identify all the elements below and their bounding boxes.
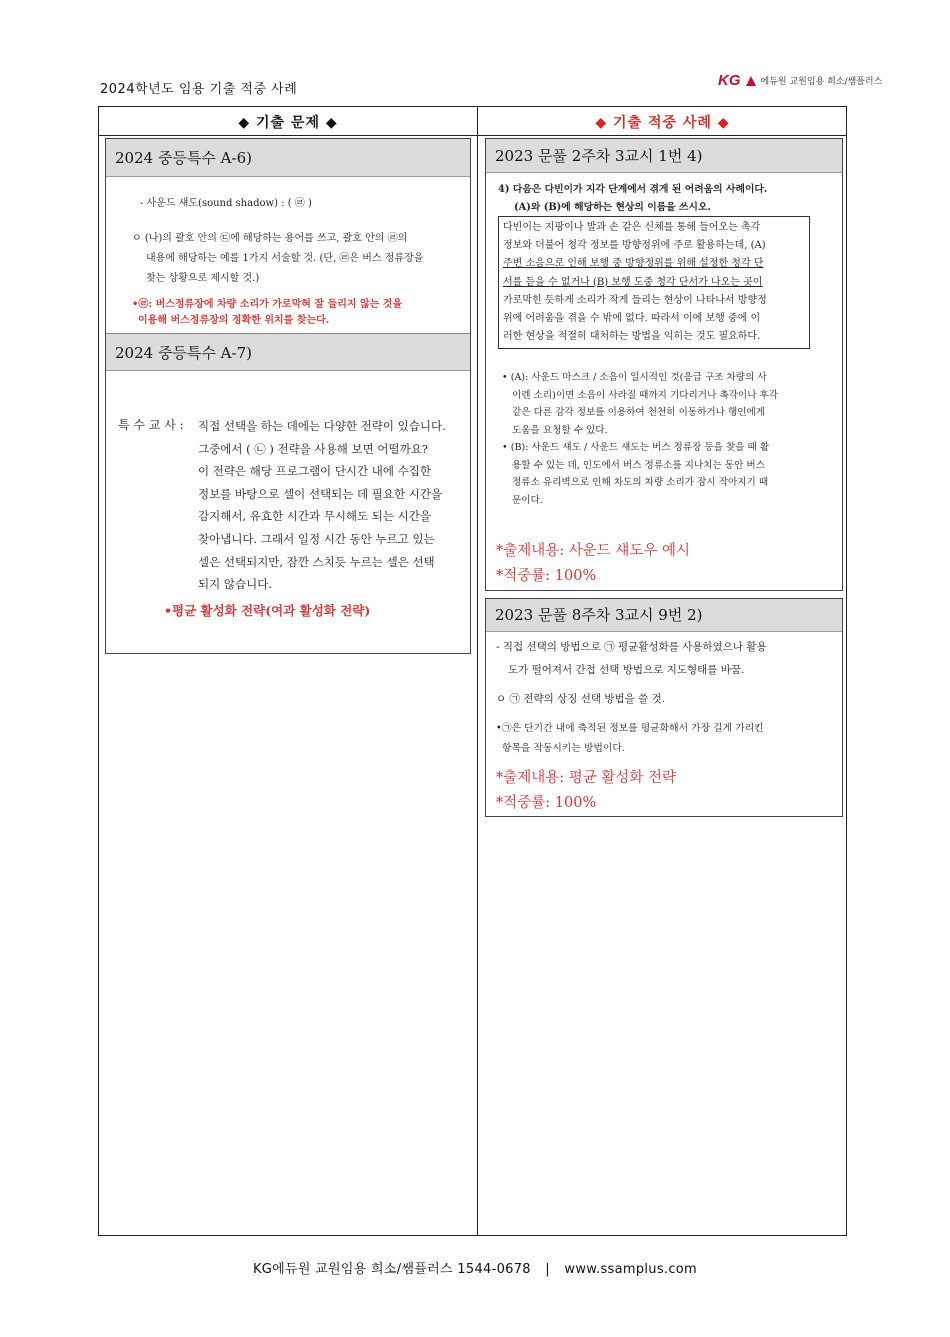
dialogue-text — [198, 415, 463, 596]
case-passage — [498, 216, 810, 349]
dialogue-line: 정보를 바탕으로 셀이 선택되는 데 필요한 시간을 — [198, 486, 443, 501]
exam-question-box — [105, 138, 471, 654]
column-divider — [477, 107, 478, 1235]
hit-rate: *적중률: 100% — [496, 795, 597, 811]
question-line: 찾는 상황으로 제시할 것.) — [146, 273, 260, 284]
bullet-line: 같은 다른 감각 정보를 이용하여 천천히 이동하거나 행인에게 — [512, 407, 766, 419]
dialogue-line: 찾아냅니다. 그래서 일정 시간 동안 누르고 있는 — [198, 531, 435, 546]
bullet-line: 이렌 소리)이면 소음이 사라질 때까지 기다리거나 촉각이나 후각 — [512, 389, 779, 401]
answer-line: •㉣: 버스정류장에 차량 소리가 가로막혀 잘 들리지 않는 것을 — [132, 299, 403, 310]
hit-case-box-2 — [485, 598, 843, 817]
answer-line: 이용해 버스정류장의 정확한 위치를 찾는다. — [138, 315, 330, 326]
bullet-line: 용할 수 있는 데, 인도에서 버스 정류소를 지나치는 동안 버스 — [512, 459, 765, 471]
passage-line: 주변 소음으로 인해 보행 중 방향정위를 위해 설정한 청각 단 — [503, 258, 764, 270]
dialogue-line: 이 전략은 해당 프로그램이 단시간 내에 수집한 — [198, 464, 432, 479]
right-column-heading: ◆ 기출 적중 사례 ◆ — [595, 115, 730, 131]
answer-line: •평균 활성화 전략(여과 활성화 전략) — [164, 603, 371, 618]
answer-line: •㉠은 단기간 내에 축적된 정보를 평균화해서 가장 길게 가리킨 — [496, 723, 764, 734]
dialogue-line: 직접 선택을 하는 데에는 다양한 전략이 있습니다. — [198, 419, 446, 433]
footer-separator: | — [545, 1262, 550, 1277]
passage-line: 서를 듣을 수 없거나 (B) 보행 도중 청각 단서가 나오는 곳이 — [503, 276, 763, 288]
dialogue-line: 셀은 선택되지만, 잠깐 스치듯 누르는 셀은 선택 — [198, 554, 435, 569]
bullet-line: 문이다. — [512, 494, 543, 506]
logo-mark-icon — [745, 75, 757, 87]
content-summary: *출제내용: 사운드 섀도우 예시 — [496, 543, 691, 559]
question-line: 4) 다음은 다빈이가 지각 단계에서 겪게 된 어려움의 사례이다. — [498, 184, 768, 195]
passage-line: 다빈이는 지팡이나 발과 손 같은 신체를 통해 들어오는 촉각 — [503, 222, 761, 233]
hit-case-title-2: 2023 문풀 8주차 3교시 9번 2) — [486, 599, 842, 632]
page-header-title: 2024학년도 임용 기출 적중 사례 — [100, 82, 298, 97]
speaker-label: 특 수 교 사 : — [118, 418, 184, 432]
table-header-row — [99, 107, 846, 136]
hit-rate: *적중률: 100% — [496, 568, 597, 584]
question-scan-a6 — [118, 187, 468, 333]
left-column-heading: ◆ 기출 문제 ◆ — [238, 115, 338, 131]
logo-brand: KG — [718, 72, 741, 89]
answer-line: 항목을 작동시키는 방법이다. — [502, 743, 625, 754]
hit-case-scan-1 — [498, 181, 838, 509]
bullet-line: • (A): 사운드 마스크 / 소음이 일시적인 것(응급 구조 차량의 사 — [502, 372, 767, 384]
dialogue-line: 그중에서 ( ㉡ ) 전략을 사용해 보면 어떨까요? — [198, 441, 428, 456]
passage-line: 러한 현상을 적절히 대처하는 방법을 익히는 것도 필요하다. — [503, 331, 761, 343]
sound-shadow-line: - 사운드 섀도(sound shadow) : ( ㉣ ) — [140, 198, 312, 209]
question-line: ㅇ (나)의 괄호 안의 ㉢에 해당하는 용어를 쓰고, 괄호 안의 ㉣의 — [132, 233, 408, 244]
content-summary: *출제내용: 평균 활성화 전략 — [496, 770, 677, 786]
dialogue-line: 되지 않습니다. — [198, 577, 272, 592]
question-line: 도가 떨어져서 간접 선택 방법으로 지도형태를 바꿈. — [508, 664, 745, 676]
question-title-a7: 2024 중등특수 A-7) — [106, 333, 470, 371]
footer-url[interactable]: www.ssamplus.com — [564, 1262, 698, 1277]
bullet-line: • (B): 사운드 섀도 / 사운드 섀도는 버스 정류장 등을 찾을 때 활 — [502, 442, 770, 454]
hit-case-box-1 — [485, 138, 843, 591]
page-footer — [0, 1258, 950, 1277]
logo-text: 에듀원 교원임용 희소/쌤플러스 — [760, 77, 883, 87]
question-line: 내용에 해당하는 예를 1가지 서술할 것. (단, ㉣은 버스 정류장을 — [146, 253, 424, 264]
passage-line: 위에 어려움을 겪을 수 밖에 없다. 따라서 이에 보행 중에 이 — [503, 313, 761, 325]
brand-logo — [718, 72, 882, 89]
footer-company: KG에듀원 교원임용 희소/쌤플러스 1544-0678 — [252, 1262, 531, 1277]
dialogue-line: 감지해서, 유효한 시간과 무시해도 되는 시간을 — [198, 509, 432, 524]
question-line: (A)와 (B)에 해당하는 현상의 이름을 쓰시오. — [514, 202, 711, 213]
question-line: ㅇ ㉠ 전략의 상징 선택 방법을 쓸 것. — [496, 693, 666, 705]
passage-line: 정보와 더불어 청각 정보를 방향정위에 주로 활용하는데, (A) — [503, 240, 766, 252]
answer-bullets — [498, 369, 838, 509]
comparison-table — [98, 106, 847, 1236]
question-title-a6: 2024 중등특수 A-6) — [106, 139, 470, 177]
question-line: - 직접 선택의 방법으로 ㉠ 평균활성화를 사용하였으나 활용 — [496, 641, 767, 653]
bullet-line: 도움을 요청할 수 있다. — [512, 424, 608, 436]
bullet-line: 정류소 유리벽으로 인해 차도의 차량 소리가 잠시 작아지기 때 — [512, 477, 769, 489]
question-scan-a7 — [106, 379, 470, 649]
hit-case-title-1: 2023 문풀 2주차 3교시 1번 4) — [486, 139, 842, 173]
hit-case-scan-2 — [496, 639, 838, 754]
passage-line: 가로막힌 듯하게 소리가 작게 들리는 현상이 나타나서 방향정 — [503, 294, 767, 306]
